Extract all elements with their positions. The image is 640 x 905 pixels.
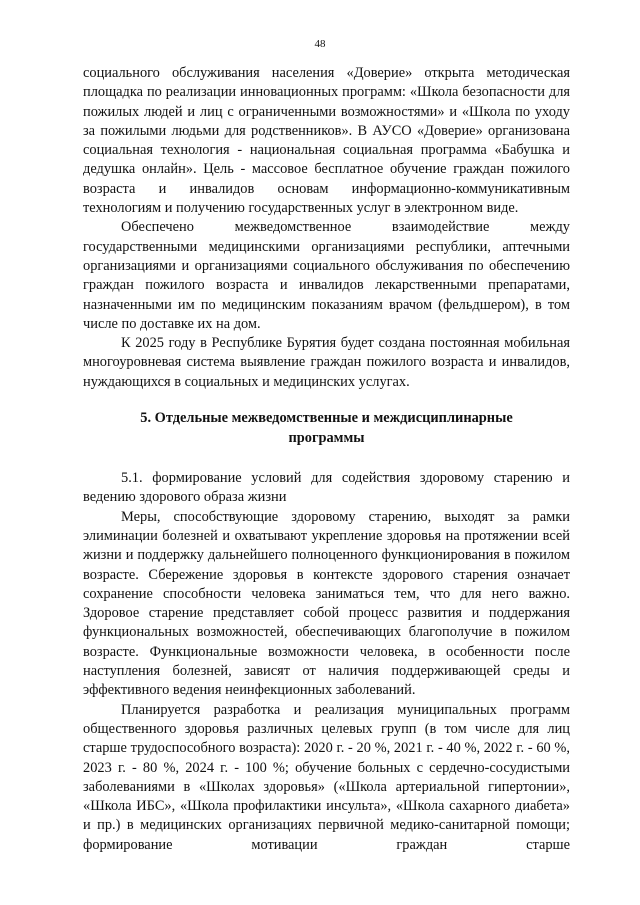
- paragraph-continued: социального обслуживания населения «Доверие» открыта методическая площадка по реализации инновационных программ: «Школа безопасности для пожилых людей и лиц с ограниченными возможностями» и «Школа по уходу за пожилыми людьми для родственников». В АУСО «Доверие» организована социальная технология - национальная социальная программа «Бабушка и дедушка онлайн». Цель - массовое бесплатное обучение граждан пожилого возраста и инвалидов основам информационно-коммуникативным технологиям и получению государственных услуг в электронном виде.: [83, 65, 570, 217]
- paragraph-interagency: Обеспечено межведомственное взаимодействие между государственными медицинскими организациями республики, аптечными организациями и организациями социального обслуживания по обеспечению граждан пожилого возраста и инвалидов лекарственными препаратами, назначенными им по медицинским показаниям врачом (фельдшером), в том числе по доставке их на дом.: [83, 219, 570, 332]
- section-title: [83, 408, 570, 448]
- paragraph-planned-programs: Планируется разработка и реализация муниципальных программ общественного здоровья различных целевых групп (в том числе для лиц старше трудоспособного возраста): 2020 г. - 20 %, 2021 г. - 40 %, 2022 г. - 60 %, 2023 г. - 80 %, 2024 г. - 100 %; обучение больных с сердечно-сосудистыми заболеваниями в «Школах здоровья» («Школа артериальной гипертонии», «Школа ИБС», «Школа профилактики инсульта», «Школа сахарного диабета» и пр.) в медицинских организациях первичной медико-санитарной помощи; формирование мотивации граждан старше: [83, 701, 570, 853]
- subsection-5-1-heading: 5.1. формирование условий для содействия здоровому старению и ведению здорового образа жизни: [83, 470, 570, 506]
- page-number: 48: [314, 38, 326, 50]
- document-body: [83, 64, 570, 855]
- section-title-line-2: программы: [288, 430, 365, 447]
- paragraph-2025-goal: К 2025 году в Республике Бурятия будет создана постоянная мобильная многоуровневая система выявление граждан пожилого возраста и инвалидов, нуждающихся в социальных и медицинских услугах.: [83, 335, 570, 390]
- paragraph-healthy-aging-measures: Меры, способствующие здоровому старению, выходят за рамки элиминации болезней и охватывают укрепление здоровья на протяжении всей жизни и поддержку дальнейшего полноценного функционирования в пожилом возрасте. Сбережение здоровья в контексте здорового старения означает сохранение способности человека заниматься тем, что для него важно. Здоровое старение представляет собой процесс развития и поддержания функциональных возможностей, обеспечивающих благополучие в пожилом возрасте. Функциональные возможности человека, в особенности после наступления болезней, зависят от наличия поддерживающей среды и эффективного ведения неинфекционных заболеваний.: [83, 508, 570, 699]
- section-title-line-1: 5. Отдельные межведомственные и междисциплинарные: [140, 410, 513, 427]
